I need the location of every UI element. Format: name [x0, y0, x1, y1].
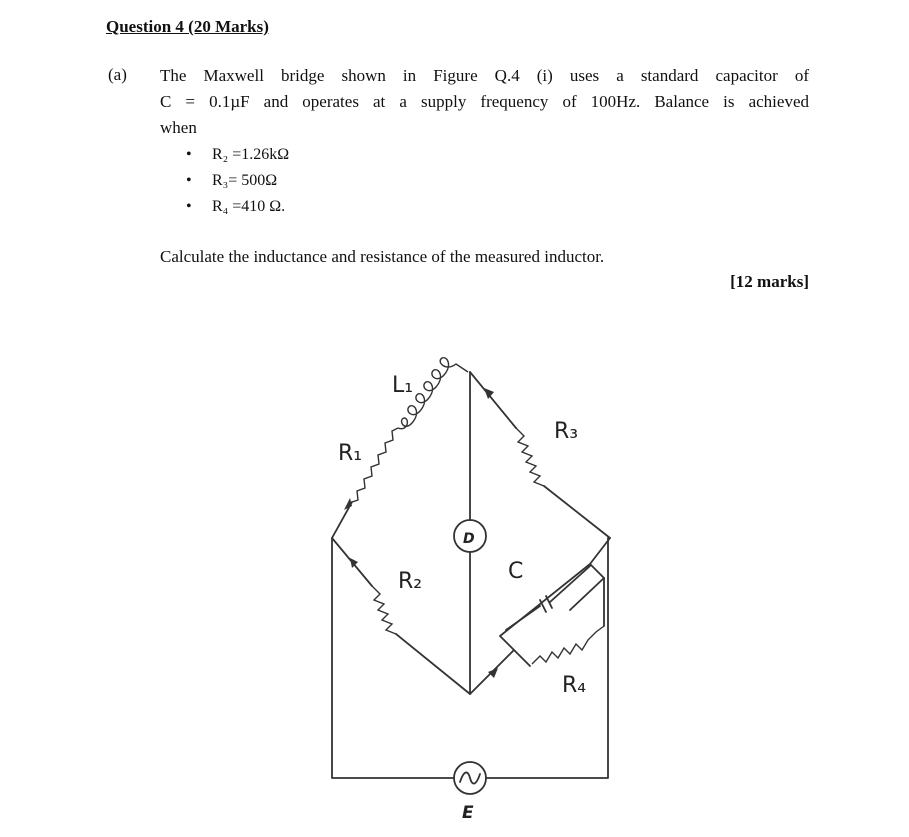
label-c: C	[508, 559, 524, 584]
wire-right-upper	[544, 486, 610, 538]
instruction-text: Calculate the inductance and resistance of the measured inductor.	[160, 247, 605, 266]
wire-r2-bottom	[396, 634, 470, 694]
paragraph-line-2: C = 0.1µF and operates at a supply frequency of 100Hz. Balance is achieved	[160, 92, 809, 111]
label-r4: R₄	[562, 673, 587, 698]
label-r2: R₂	[398, 569, 423, 594]
sine-wave-icon	[460, 772, 480, 783]
question-title: Question 4 (20 Marks)	[106, 17, 269, 36]
value-r2: R₂ =1.26kΩ	[212, 146, 290, 163]
part-label: (a)	[108, 65, 127, 84]
resistor-r3	[516, 428, 544, 486]
bullet-icon: •	[186, 172, 192, 189]
bullet-icon: •	[186, 146, 192, 163]
label-detector: D	[463, 531, 475, 547]
paragraph-line-1: The Maxwell bridge shown in Figure Q.4 (i) uses a standard capacitor of	[160, 66, 809, 85]
wire-supply-left	[332, 538, 454, 778]
wire-capacitor-left	[506, 606, 540, 630]
bullet-icon: •	[186, 198, 192, 215]
label-source: E	[462, 803, 474, 823]
arrow-top-right	[484, 388, 494, 399]
label-r3: R₃	[554, 419, 579, 444]
arrow-bottom-right	[488, 668, 498, 678]
value-r4: R₄ =410 Ω.	[212, 198, 286, 215]
label-l1: L₁	[392, 373, 414, 398]
wire-supply-right	[486, 538, 608, 778]
paragraph-line-3: when	[160, 118, 197, 137]
wire-top-right	[470, 372, 516, 428]
label-r1: R₁	[338, 441, 363, 466]
value-r3: R₃= 500Ω	[212, 172, 278, 189]
marks-label: [12 marks]	[730, 272, 809, 291]
resistor-r4	[532, 626, 604, 664]
resistor-r2	[372, 586, 396, 634]
wire-right-node	[590, 538, 610, 564]
